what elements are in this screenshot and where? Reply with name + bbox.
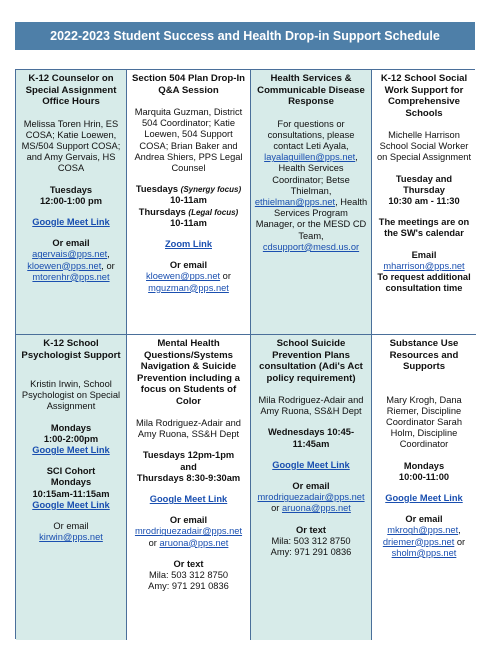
section504-note2: (Legal focus)	[188, 207, 239, 217]
health-cell	[251, 70, 372, 335]
counselor-email-label: Or email	[52, 238, 90, 249]
health-text-coordinator: , Health Services Coordinator; Betse Thielman,	[272, 152, 358, 196]
socialwork-cell	[372, 70, 476, 335]
socialwork-day: Tuesday and Thursday	[395, 173, 453, 195]
section504-email-mguzman[interactable]: mguzman@pps.net	[148, 282, 229, 293]
socialwork-staff: Michelle Harrison School Social Worker on Special Assignment	[376, 130, 472, 163]
substance-email-sholm[interactable]: sholm@pps.net	[391, 547, 457, 558]
suicide-cell	[251, 335, 372, 640]
schedule-grid	[15, 69, 475, 639]
psychologist-time: 1:00-2:00pm	[43, 433, 99, 444]
socialwork-time: 10:30 am - 11:30	[388, 196, 460, 207]
suicide-text-label: Or text	[296, 524, 326, 535]
mentalhealth-day1: Tuesdays 12pm-1pm	[142, 450, 235, 461]
suicide-phone-amy: Amy: 971 291 0836	[270, 547, 352, 558]
mentalhealth-email-aruona[interactable]: aruona@pps.net	[159, 537, 229, 548]
counselor-email-mtorenhr[interactable]: mtorenhr@pps.net	[32, 271, 110, 282]
psychologist-heading: K-12 School Psychologist Support	[21, 338, 121, 361]
psychologist-staff: Kristin Irwin, School Psychologist on Special Assignment	[21, 379, 121, 412]
mentalhealth-email-label: Or email	[169, 515, 208, 526]
substance-heading: Substance Use Resources and Supports	[389, 338, 459, 372]
psychologist-meet-link[interactable]: Google Meet Link	[32, 445, 110, 456]
counselor-time: 12:00-1:00 pm	[39, 195, 102, 206]
mentalhealth-phone-mila: Mila: 503 312 8750	[148, 570, 229, 581]
health-text-contact: For questions or consultations, please contact Leti Ayala,	[267, 118, 355, 151]
section504-email-join: or	[222, 271, 231, 282]
psychologist-cell	[16, 335, 127, 640]
substance-meet-link[interactable]: Google Meet Link	[385, 492, 463, 503]
counselor-heading: K-12 Counselor on Special Assignment Office Hours	[25, 73, 117, 107]
health-email-layalaguillen[interactable]: layalaguillen@pps.net	[264, 152, 356, 163]
section504-day1: Tuesdays	[135, 184, 179, 195]
suicide-email-aruona[interactable]: aruona@pps.net	[281, 503, 351, 514]
mentalhealth-text-label: Or text	[173, 558, 204, 569]
section504-staff: Marquita Guzman, District 504 Coordinator; Katie Loewen, 504 Support COSA; Brian Baker and Andrea Shiers, PPS Legal Counsel	[134, 107, 243, 174]
section504-heading: Section 504 Plan Drop-In Q&A Session	[131, 73, 246, 96]
substance-email-join: or	[456, 536, 466, 547]
health-text-manager: , Health Services Program Manager, or the MESD CD Team,	[255, 196, 368, 241]
counselor-cell: K-12 Counselor on Special Assignment Office Hours Melissa Toren Hrin, ES COSA; Katie Loewen, MS/504 Support COSA; and Amy Gervais, HS COSA Tuesdays 12:00-1:00 pm Google Meet Link Or email agervais@pps.net, kloewen@pps.net, or mtorenhr@pps.net	[16, 70, 127, 335]
counselor-email-agervais[interactable]: agervais@pps.net	[32, 249, 108, 260]
substance-email-label: Or email	[405, 514, 443, 525]
psychologist-email-kirwin[interactable]: kirwin@pps.net	[39, 532, 103, 543]
counselor-meet-link[interactable]: Google Meet Link	[32, 216, 110, 227]
section504-email-label: Or email	[169, 260, 208, 271]
schedule-title: 2022-2023 Student Success and Health Drop-in Support Schedule	[50, 29, 440, 43]
counselor-day: Tuesdays	[49, 184, 93, 195]
psychologist-email-label: Or email	[53, 521, 89, 532]
mentalhealth-cell	[127, 335, 251, 640]
psychologist-cohort: SCI Cohort	[46, 466, 96, 477]
suicide-heading: School Suicide Prevention Plans consultation (Adi's Act policy requirement)	[259, 338, 363, 384]
socialwork-heading: K-12 School Social Work Support for Comprehensive Schools	[380, 73, 468, 119]
psychologist-cohort-time: 10:15am-11:15am	[32, 488, 110, 499]
mentalhealth-meet-link[interactable]: Google Meet Link	[149, 494, 228, 505]
substance-email-mkrogh[interactable]: mkrogh@pps.net	[387, 525, 459, 536]
mentalhealth-day2: Thursdays 8:30-9:30am	[136, 472, 241, 483]
suicide-email-mrodriguezadair[interactable]: mrodriguezadair@pps.net	[257, 492, 365, 503]
mentalhealth-heading: Mental Health Questions/Systems Navigation & Suicide Prevention including a focus on Students of Color	[137, 338, 240, 407]
suicide-day: Wednesdays 10:45-11:45am	[267, 427, 355, 449]
suicide-email-label: Or email	[292, 481, 330, 492]
schedule-title-banner	[15, 22, 475, 50]
suicide-staff: Mila Rodriguez-Adair and Amy Ruona, SS&H Dept	[258, 395, 364, 417]
counselor-email-kloewen[interactable]: kloewen@pps.net	[27, 260, 102, 271]
socialwork-email-mharrison[interactable]: mharrison@pps.net	[383, 260, 465, 271]
counselor-staff: Melissa Toren Hrin, ES COSA; Katie Loewen, MS/504 Support COSA; and Amy Gervais, HS COSA	[21, 118, 121, 174]
section504-time2: 10-11am	[170, 217, 207, 228]
suicide-phone-mila: Mila: 503 312 8750	[271, 535, 351, 546]
psychologist-cohort-meet-link[interactable]: Google Meet Link	[32, 499, 110, 510]
substance-day: Mondays	[403, 460, 445, 471]
psychologist-day: Mondays	[50, 422, 92, 433]
section504-note1: (Synergy focus)	[180, 185, 242, 195]
section504-time1: 10-11am	[170, 195, 207, 206]
socialwork-calendar-note: The meetings are on the SW's calendar	[378, 217, 470, 239]
socialwork-email-label: Email	[411, 249, 437, 260]
health-email-ethielman[interactable]: ethielman@pps.net	[254, 196, 336, 207]
socialwork-request-note: To request additional consultation time	[377, 272, 471, 294]
mentalhealth-email-join: or	[148, 537, 157, 548]
mentalhealth-email-mrodriguezadair[interactable]: mrodriguezadair@pps.net	[134, 526, 243, 537]
section504-cell	[127, 70, 251, 335]
mentalhealth-and: and	[180, 461, 197, 472]
counselor-email-join: , or	[101, 260, 115, 271]
mentalhealth-phone-amy: Amy: 971 291 0836	[148, 581, 229, 592]
section504-day2: Thursdays	[138, 206, 186, 217]
psychologist-cohort-day: Mondays	[50, 477, 92, 488]
health-email-cdsupport[interactable]: cdsupport@mesd.us.or	[262, 241, 360, 252]
substance-email-driemer[interactable]: driemer@pps.net	[382, 536, 455, 547]
substance-time: 10:00-11:00	[398, 471, 450, 482]
substance-cell: Substance Use Resources and Supports Mary Krogh, Dana Riemer, Discipline Coordinator Sarah Holm, Discipline Coordinator Mondays 10:00-11:00 Google Meet Link Or email mkrogh@pps.net, driemer@pps.net or sholm@pps.net	[372, 335, 476, 640]
substance-staff: Mary Krogh, Dana Riemer, Discipline Coordinator Sarah Holm, Discipline Coordinator	[386, 394, 462, 450]
health-heading: Health Services & Communicable Disease Response	[257, 73, 365, 107]
suicide-meet-link[interactable]: Google Meet Link	[272, 459, 350, 470]
section504-email-kloewen[interactable]: kloewen@pps.net	[146, 271, 221, 282]
mentalhealth-staff: Mila Rodriguez-Adair and Amy Ruona, SS&H Dept	[136, 418, 241, 440]
suicide-email-join: or	[271, 503, 280, 514]
section504-zoom-link[interactable]: Zoom Link	[165, 239, 212, 250]
